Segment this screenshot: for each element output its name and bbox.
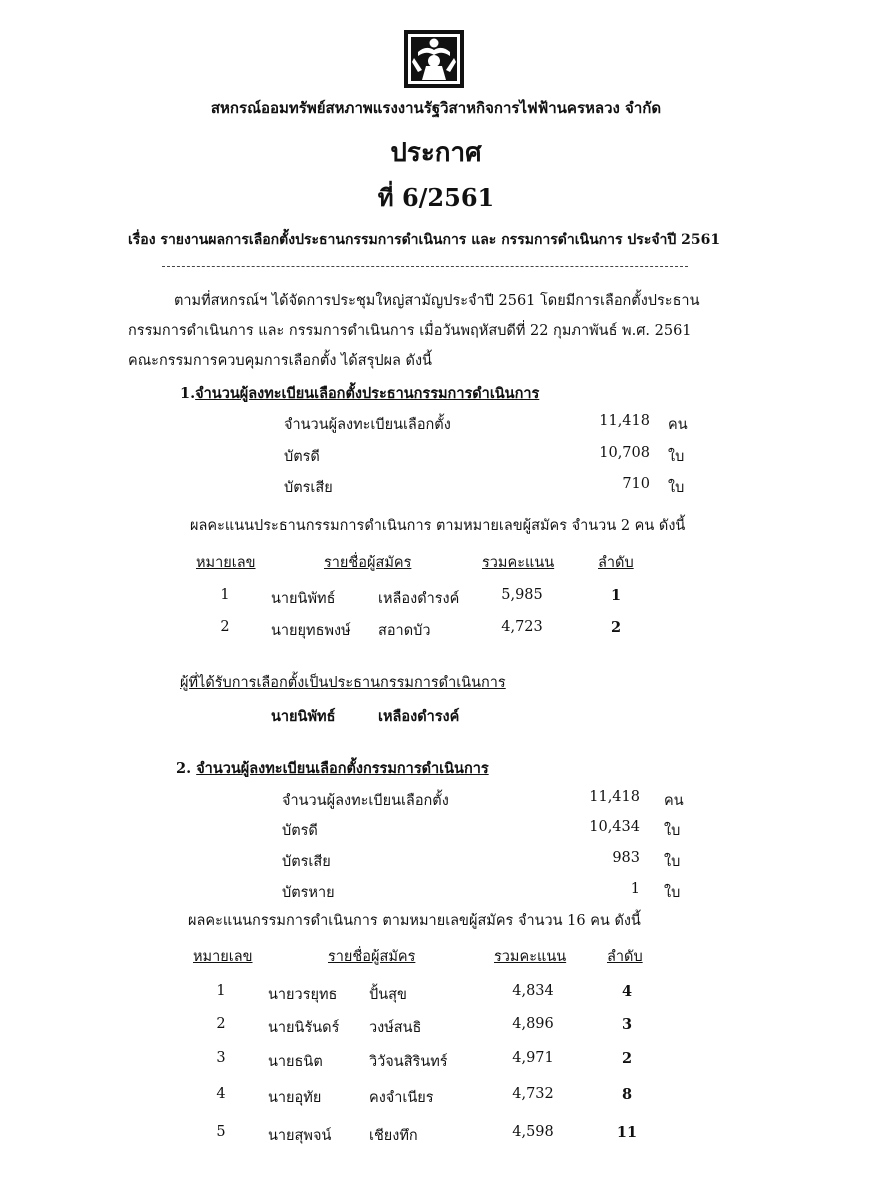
- s1-col-rank: ลำดับ: [598, 555, 634, 571]
- s2-stat-value-3: 1: [630, 881, 640, 897]
- section2-prefix: 2.: [176, 760, 197, 777]
- s1-cand-first-0: นายนิพัทธ์: [271, 591, 336, 607]
- dashed-divider: [162, 266, 688, 267]
- s2-cand-score-1: 4,896: [512, 1016, 554, 1032]
- s2-stat-label-2: บัตรเสีย: [282, 854, 331, 870]
- s1-cand-score-0: 5,985: [501, 587, 543, 603]
- s1-elected-heading: ผู้ที่ได้รับการเลือกตั้งเป็นประธานกรรมการดำเนินการ: [180, 675, 506, 691]
- s2-cand-rank-3: 8: [621, 1086, 633, 1103]
- s2-cand-first-0: นายวรยุทธ: [268, 987, 338, 1003]
- s2-stat-label-0: จำนวนผู้ลงทะเบียนเลือกตั้ง: [282, 793, 449, 809]
- s1-cand-last-1: สอาดบัว: [378, 623, 431, 639]
- intro-line-2: กรรมการดำเนินการ และ กรรมการดำเนินการ เมื่อวันพฤหัสบดีที่ 22 กุมภาพันธ์ พ.ศ. 2561: [128, 323, 692, 339]
- s2-col-rank: ลำดับ: [607, 949, 643, 965]
- s2-cand-score-2: 4,971: [512, 1050, 554, 1066]
- section2-heading: [176, 757, 489, 780]
- section1-prefix: 1.: [180, 385, 196, 402]
- s2-cand-last-2: วิวัจนสิรินทร์: [369, 1054, 448, 1070]
- s1-cand-rank-0: 1: [610, 587, 622, 604]
- s2-col-name: รายชื่อผู้สมัคร: [328, 949, 416, 965]
- s2-stat-label-3: บัตรหาย: [282, 885, 335, 901]
- s2-cand-first-4: นายสุพจน์: [268, 1128, 332, 1144]
- s2-col-score: รวมคะแนน: [494, 949, 567, 965]
- s1-col-no: หมายเลข: [196, 555, 256, 571]
- section1-heading: [180, 382, 539, 405]
- intro-line-3: คณะกรรมการควบคุมการเลือกตั้ง ได้สรุปผล ดังนี้: [128, 353, 432, 369]
- s2-stat-value-0: 11,418: [589, 789, 640, 805]
- intro-paragraph: [128, 286, 728, 376]
- s1-cand-rank-1: 2: [610, 619, 622, 636]
- s1-cand-first-1: นายยุทธพงษ์: [271, 623, 351, 639]
- s1-elected-first: นายนิพัทธ์: [271, 708, 336, 725]
- s1-stat-label-0: จำนวนผู้ลงทะเบียนเลือกตั้ง: [284, 417, 451, 433]
- s2-cand-no-0: 1: [216, 983, 226, 999]
- s1-col-score: รวมคะแนน: [482, 555, 555, 571]
- s2-cand-first-3: นายอุทัย: [268, 1090, 322, 1106]
- s2-cand-first-1: นายนิรันดร์: [268, 1020, 340, 1036]
- intro-line-1: ตามที่สหกรณ์ฯ ได้จัดการประชุมใหญ่สามัญประจำปี 2561 โดยมีการเลือกตั้งประธาน: [174, 293, 700, 309]
- s1-stat-unit-1: ใบ: [668, 449, 685, 465]
- s2-stat-label-1: บัตรดี: [282, 823, 318, 839]
- s1-cand-no-1: 2: [220, 619, 230, 635]
- s1-col-name: รายชื่อผู้สมัคร: [324, 555, 412, 571]
- s2-cand-rank-4: 11: [616, 1124, 638, 1141]
- s1-stat-value-0: 11,418: [599, 413, 650, 429]
- s2-cand-rank-0: 4: [621, 983, 633, 1000]
- s2-stat-unit-0: คน: [664, 793, 684, 809]
- s1-stat-unit-2: ใบ: [668, 480, 685, 496]
- s2-cand-no-3: 4: [216, 1086, 226, 1102]
- s2-stat-unit-3: ใบ: [664, 885, 681, 901]
- s2-cand-no-4: 5: [216, 1124, 226, 1140]
- s2-cand-last-3: คงจำเนียร: [369, 1090, 434, 1106]
- s1-cand-score-1: 4,723: [501, 619, 543, 635]
- s1-stat-value-2: 710: [622, 476, 650, 492]
- s1-stat-label-1: บัตรดี: [284, 449, 320, 465]
- s2-cand-score-0: 4,834: [512, 983, 554, 999]
- s2-stat-unit-1: ใบ: [664, 823, 681, 839]
- s1-cand-no-0: 1: [220, 587, 230, 603]
- s2-cand-rank-1: 3: [621, 1016, 633, 1033]
- announcement-subject: เรื่อง รายงานผลการเลือกตั้งประธานกรรมการดำเนินการ และ กรรมการดำเนินการ ประจำปี 2561: [128, 232, 721, 248]
- s1-stat-label-2: บัตรเสีย: [284, 480, 333, 496]
- s2-col-no: หมายเลข: [193, 949, 253, 965]
- s2-cand-first-2: นายธนิต: [268, 1054, 323, 1070]
- s2-cand-last-4: เชียงทึก: [369, 1128, 418, 1144]
- s1-cand-last-0: เหลืองดำรงค์: [378, 591, 460, 607]
- s2-cand-rank-2: 2: [621, 1050, 633, 1067]
- organization-name: สหกรณ์ออมทรัพย์สหภาพแรงงานรัฐวิสาหกิจการไฟฟ้านครหลวง จำกัด: [210, 99, 662, 117]
- s1-elected-last: เหลืองดำรงค์: [378, 708, 460, 725]
- s2-cand-no-2: 3: [216, 1050, 226, 1066]
- announcement-number: ที่ 6/2561: [377, 183, 495, 212]
- s2-cand-last-0: ปั้นสุข: [369, 987, 407, 1003]
- s2-stat-value-1: 10,434: [589, 819, 640, 835]
- announcement-title: ประกาศ: [390, 138, 482, 168]
- section2-heading-text: จำนวนผู้ลงทะเบียนเลือกตั้งกรรมการดำเนินการ: [196, 760, 489, 777]
- s2-stat-value-2: 983: [612, 850, 640, 866]
- section1-heading-text: จำนวนผู้ลงทะเบียนเลือกตั้งประธานกรรมการดำเนินการ: [195, 385, 540, 402]
- cooperative-logo: [404, 30, 464, 88]
- s1-stat-value-1: 10,708: [599, 445, 650, 461]
- s2-results-caption: ผลคะแนนกรรมการดำเนินการ ตามหมายเลขผู้สมัคร จำนวน 16 คน ดังนี้: [188, 913, 641, 929]
- s2-cand-last-1: วงษ์สนธิ: [369, 1020, 422, 1036]
- s2-cand-no-1: 2: [216, 1016, 226, 1032]
- s2-stat-unit-2: ใบ: [664, 854, 681, 870]
- s1-results-caption: ผลคะแนนประธานกรรมการดำเนินการ ตามหมายเลขผู้สมัคร จำนวน 2 คน ดังนี้: [190, 518, 686, 534]
- s2-cand-score-4: 4,598: [512, 1124, 554, 1140]
- s1-stat-unit-0: คน: [668, 417, 688, 433]
- s2-cand-score-3: 4,732: [512, 1086, 554, 1102]
